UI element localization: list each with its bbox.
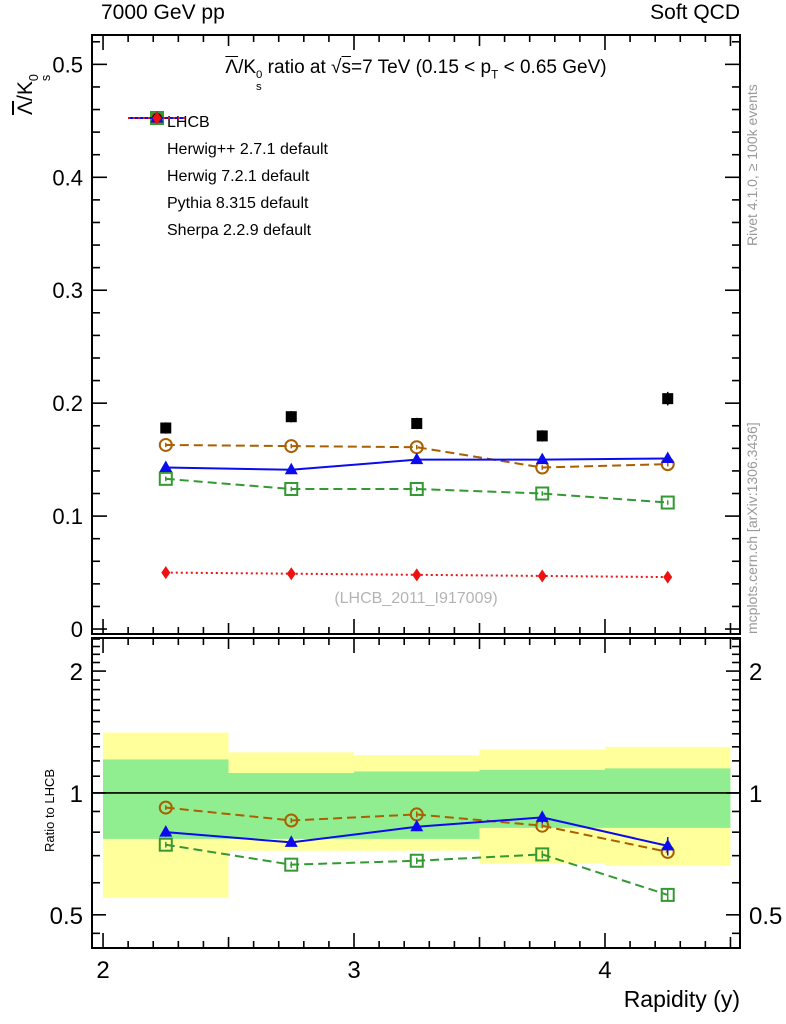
title-s: s (341, 57, 351, 78)
main-y-tick-label: 0.5 (52, 52, 83, 78)
triangle-marker (159, 461, 172, 473)
title-eq: =7 TeV (0.15 < p (350, 57, 492, 78)
main-y-tick-label: 0.1 (52, 504, 83, 530)
diamond-marker (538, 569, 547, 582)
ylabel-k-sup: 0 (26, 74, 41, 82)
mcplots-arxiv-note: mcplots.cern.ch [arXiv:1306.3436] (744, 422, 760, 634)
ratio-y-tick-label-left: 0.5 (49, 902, 83, 930)
ratio-y-tick-label-left: 1 (69, 780, 83, 808)
legend-label: Herwig 7.2.1 default (167, 167, 310, 185)
ratio-y-tick-label-left: 2 (69, 659, 83, 687)
square-marker (160, 423, 171, 434)
legend-label: LHCB (167, 113, 210, 131)
title-sqrt: √ (331, 57, 342, 78)
square-marker (537, 430, 548, 441)
main-y-tick-label: 0.3 (52, 278, 83, 304)
ratio-y-tick-label-right: 0.5 (749, 902, 783, 930)
main-y-axis-label (14, 74, 53, 115)
legend (126, 109, 328, 244)
legend-label: Sherpa 2.2.9 default (167, 221, 312, 239)
diamond-marker (663, 571, 672, 584)
title-k-sup: 0 (256, 69, 263, 82)
ylabel-k: /K (14, 81, 37, 101)
x-tick-label: 4 (598, 957, 612, 984)
square-marker (662, 393, 673, 404)
legend-label: Pythia 8.315 default (167, 194, 309, 212)
diamond-marker (412, 568, 421, 581)
main-y-tick-label: 0 (70, 617, 83, 643)
square-marker (411, 418, 422, 429)
legend-label: Herwig++ 2.7.1 default (167, 140, 328, 158)
ylabel-k-sub: s (39, 74, 54, 82)
diamond-marker (161, 566, 170, 579)
ratio-band-bin (605, 768, 730, 827)
title-pt-sub: T (491, 68, 499, 82)
title-mid: ratio at (262, 57, 332, 78)
ratio-y-axis-label: Ratio to LHCB (42, 768, 57, 852)
title-k: /K (238, 57, 257, 78)
legend-item-pythia-8-315-default (126, 190, 328, 217)
main-y-tick-label: 0.4 (52, 165, 83, 191)
legend-item-herwig-2-7-1-default (126, 136, 328, 163)
x-tick-label: 3 (347, 957, 361, 984)
plot-title (92, 57, 740, 93)
title-k-sub: s (256, 80, 262, 93)
title-end: < 0.65 GeV) (498, 57, 607, 78)
square-marker (286, 411, 297, 422)
legend-item-herwig-7-2-1-default (126, 163, 328, 190)
legend-marker (153, 112, 162, 125)
ratio-band-bin (229, 773, 354, 839)
diamond-marker (287, 567, 296, 580)
ratio-y-tick-label-right: 1 (749, 780, 763, 808)
process-group-label: Soft QCD (650, 1, 740, 24)
ylabel-k-script (28, 74, 53, 81)
x-axis-label: Rapidity (y) (623, 986, 740, 1012)
ylabel-lambda: $\overline{\Lambda}$ (14, 100, 37, 115)
main-y-tick-label: 0.2 (52, 391, 83, 417)
series-lhcb (160, 392, 673, 442)
legend-item-sherpa-2-2-9-default (126, 217, 328, 244)
beam-energy-label: 7000 GeV pp (101, 1, 225, 24)
triangle-marker (536, 453, 549, 465)
series-sherpa-2-2-9-default (161, 566, 672, 584)
triangle-marker (410, 453, 423, 465)
legend-sample-sherpa-2-2-9-default (126, 109, 188, 127)
x-tick-label: 2 (96, 957, 110, 984)
analysis-id-watermark: (LHCB_2011_I917009) (334, 590, 498, 607)
triangle-marker (661, 452, 674, 464)
ratio-y-tick-label-right: 2 (749, 659, 763, 687)
rivet-version-note: Rivet 4.1.0, ≥ 100k events (744, 84, 760, 246)
title-lambda: $\overline{\Lambda}$ (225, 57, 239, 78)
